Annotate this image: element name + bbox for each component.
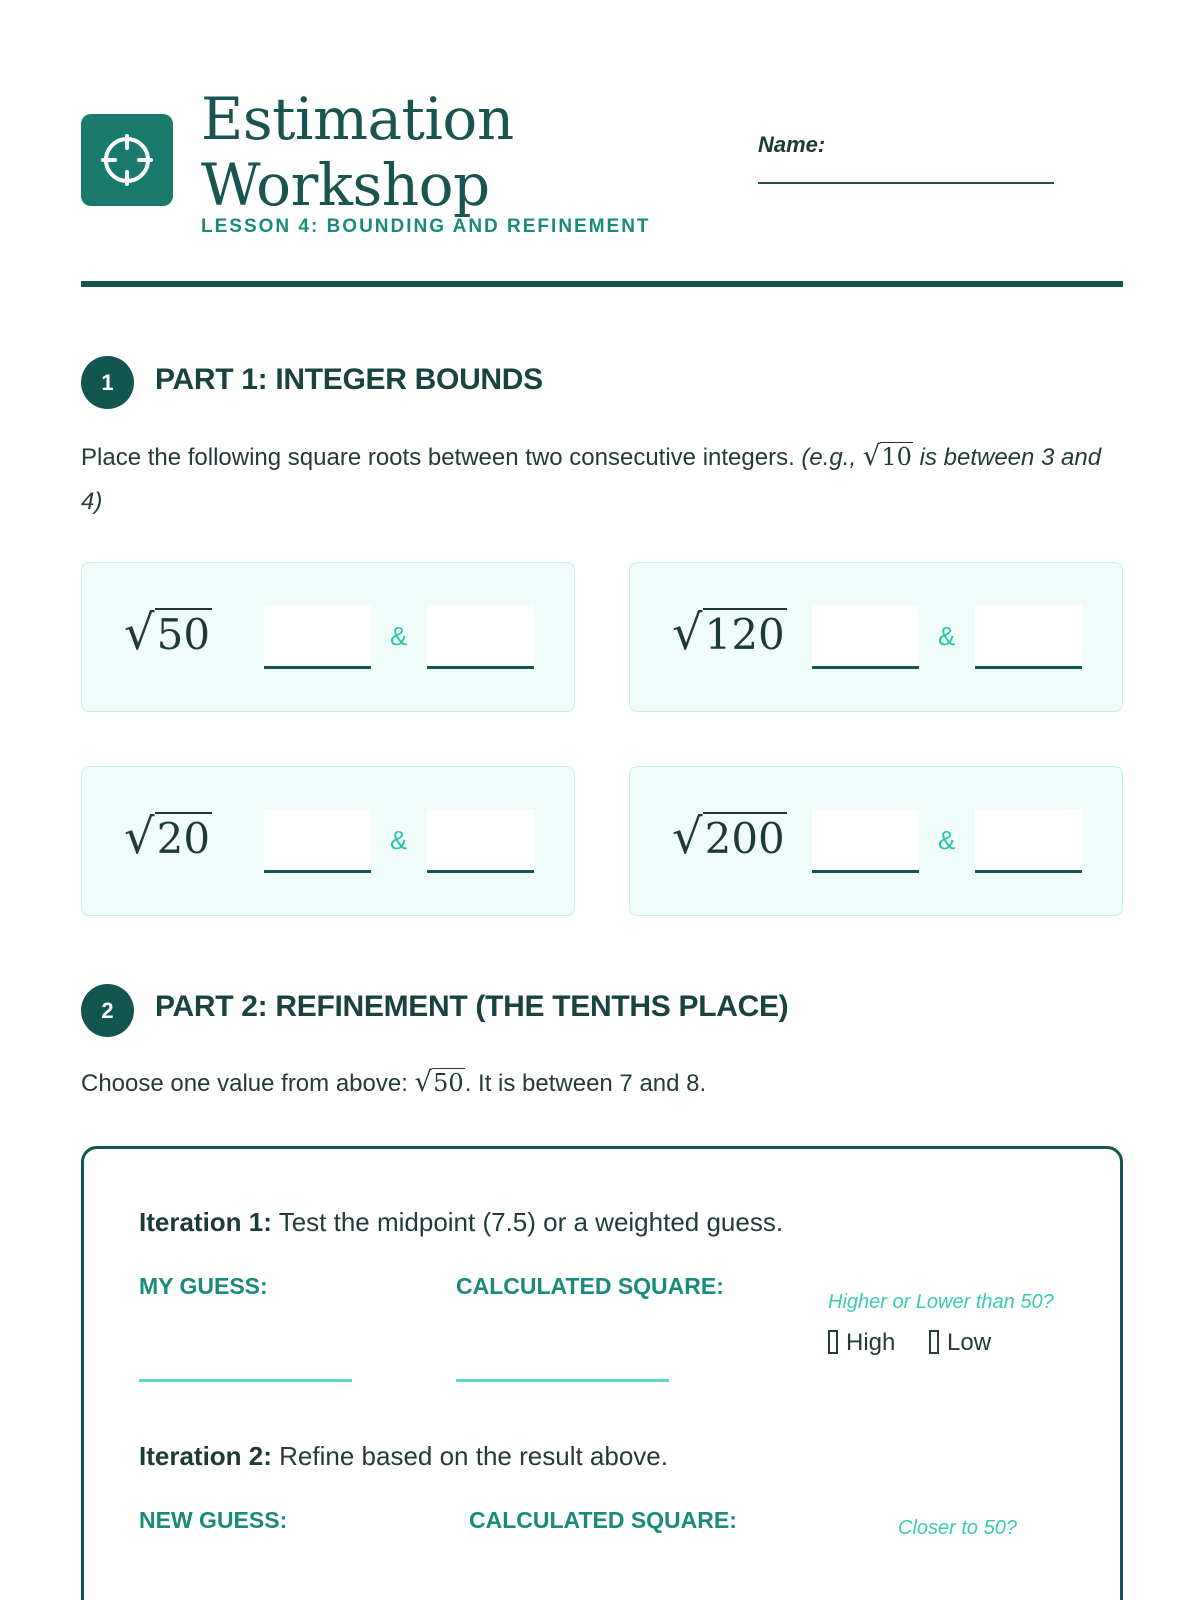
worksheet-header [81, 86, 1121, 246]
section-number-2: 2 [81, 984, 134, 1037]
section-title-1: PART 1: INTEGER BOUNDS [155, 363, 543, 396]
title-line-1: Estimation [201, 85, 514, 153]
my-guess-input[interactable] [139, 1379, 352, 1382]
my-guess-label: MY GUESS: [139, 1273, 268, 1299]
closer-hint: Closer to 50? [898, 1517, 1017, 1539]
separator: & [390, 825, 408, 855]
example-sqrt: √10 [862, 439, 912, 472]
example-radicand: 10 [881, 443, 912, 471]
lesson-subtitle: LESSON 4: BOUNDING AND REFINEMENT [201, 216, 651, 237]
example-suffix-2: between 3 and 4) [81, 444, 1102, 515]
upper-bound-input[interactable] [427, 605, 534, 669]
iteration-2-text: Refine based on the result above. [279, 1441, 668, 1471]
high-option[interactable] [828, 1329, 895, 1357]
radicand: 50 [156, 610, 211, 659]
separator: & [938, 825, 956, 855]
intro-text: Choose one value from above: [81, 1070, 408, 1097]
instruction-text: Place the following square roots between two consecutive integers. [81, 444, 795, 471]
title-line-2: Workshop [201, 151, 490, 219]
logo [81, 114, 173, 206]
intro-sqrt: √50 [414, 1065, 464, 1098]
iteration-2-label: Iteration 2: [139, 1441, 272, 1471]
upper-bound-input[interactable] [427, 809, 534, 873]
bound-problem-card [81, 562, 575, 712]
lower-bound-input[interactable] [264, 605, 371, 669]
iteration-1-title [139, 1207, 783, 1238]
calculated-square-label-2: CALCULATED SQUARE: [469, 1507, 737, 1533]
sqrt-expression: √50 [124, 605, 211, 661]
lower-bound-input[interactable] [264, 809, 371, 873]
low-option-label: Low [947, 1329, 992, 1356]
sqrt-expression: √20 [124, 809, 211, 865]
intro-radicand: 50 [433, 1069, 464, 1097]
example-prefix: (e.g., [801, 444, 857, 471]
bound-problem-card [629, 562, 1123, 712]
calculated-square-input[interactable] [456, 1379, 669, 1382]
radicand: 120 [704, 610, 785, 659]
upper-bound-input[interactable] [975, 809, 1082, 873]
header-divider [81, 281, 1123, 287]
separator: & [938, 621, 956, 651]
iteration-2-title [139, 1441, 668, 1472]
bound-problem-card [81, 766, 575, 916]
refinement-box [81, 1146, 1123, 1600]
separator: & [390, 621, 408, 651]
high-option-label: High [846, 1329, 896, 1356]
sqrt-expression: √120 [672, 605, 785, 661]
name-field[interactable] [758, 182, 1054, 184]
section-title-2: PART 2: REFINEMENT (THE TENTHS PLACE) [155, 990, 789, 1023]
sqrt-expression: √200 [672, 809, 785, 865]
calculated-square-label: CALCULATED SQUARE: [456, 1273, 724, 1299]
part1-instruction [81, 434, 1126, 524]
higher-lower-hint: Higher or Lower than 50? [828, 1291, 1054, 1313]
iteration-1-label: Iteration 1: [139, 1207, 272, 1237]
low-checkbox[interactable] [929, 1330, 939, 1354]
page-title [201, 86, 514, 218]
iteration-1-text: Test the midpoint (7.5) or a weighted guess. [278, 1207, 784, 1237]
low-option[interactable] [929, 1329, 991, 1357]
example-suffix: is [919, 444, 937, 471]
new-guess-label: NEW GUESS: [139, 1507, 288, 1533]
high-checkbox[interactable] [828, 1330, 838, 1354]
radicand: 200 [704, 814, 785, 863]
part2-intro [81, 1060, 1126, 1106]
intro-suffix: . It is between 7 and 8. [464, 1070, 707, 1097]
lower-bound-input[interactable] [812, 809, 919, 873]
crosshair-icon [101, 134, 153, 186]
name-label: Name: [758, 132, 826, 157]
upper-bound-input[interactable] [975, 605, 1082, 669]
lower-bound-input[interactable] [812, 605, 919, 669]
section-number-1: 1 [81, 356, 134, 409]
bound-problem-card [629, 766, 1123, 916]
radicand: 20 [156, 814, 211, 863]
